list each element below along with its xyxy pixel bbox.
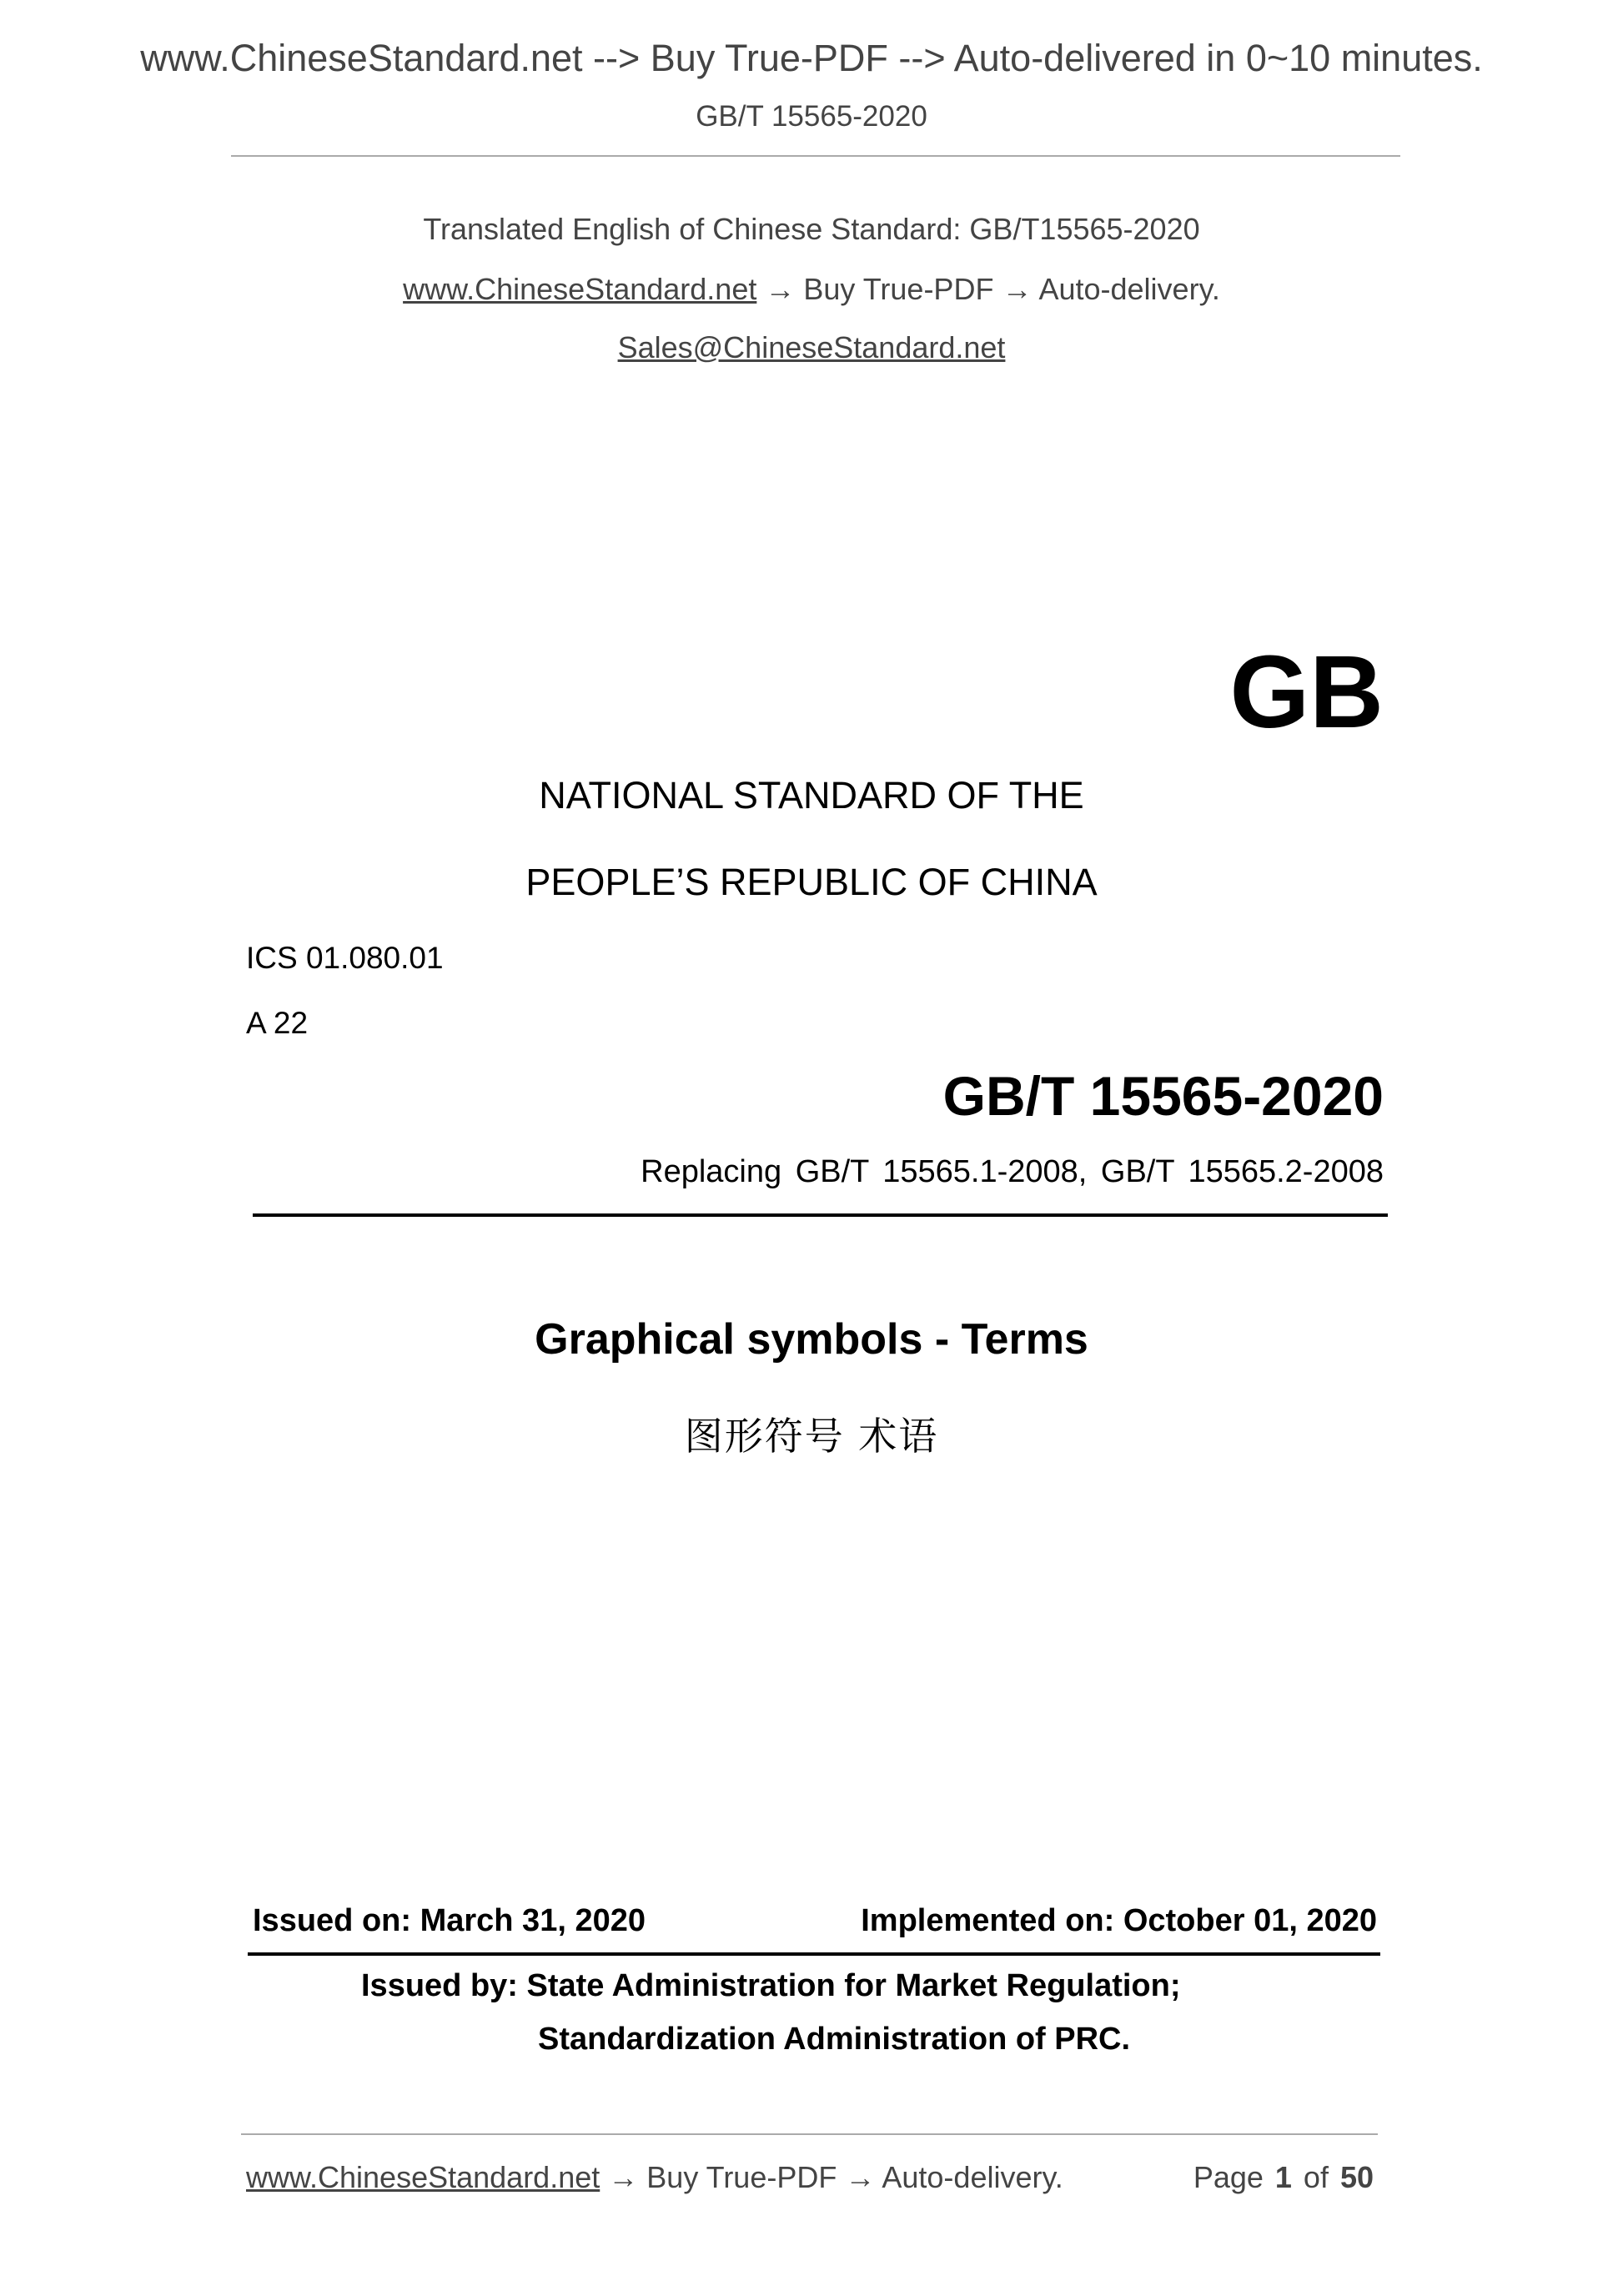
top-banner: www.ChineseStandard.net --> Buy True-PDF --> Auto-delivered in 0~10 minutes.: [140, 37, 1483, 79]
footer-buy-text: Buy True-PDF: [646, 2160, 837, 2194]
replacing-note: Replacing GB/T 15565.1-2008, GB/T 15565.2-2008: [641, 1154, 1384, 1189]
footer-divider: [241, 2133, 1378, 2135]
footer-buy-line: [246, 2160, 1063, 2195]
issue-divider: [248, 1952, 1380, 1956]
arrow-right-icon: →: [845, 2160, 876, 2194]
issued-by-line1: Issued by: State Administration for Market Regulation;: [361, 1968, 1181, 2003]
email-link[interactable]: Sales@ChineseStandard.net: [617, 330, 1006, 364]
footer-delivery-text: Auto-delivery.: [882, 2160, 1063, 2194]
header-divider: [231, 155, 1400, 157]
title-chinese: 图形符号 术语: [684, 1414, 939, 1459]
page-current: 1: [1274, 2160, 1292, 2194]
email-line: [0, 330, 1623, 365]
arrow-right-icon: →: [765, 272, 796, 306]
classification-code: A 22: [246, 1006, 309, 1040]
page-indicator: [1193, 2160, 1374, 2195]
standard-code: GB/T 15565-2020: [942, 1065, 1384, 1127]
page-of: of: [1303, 2160, 1329, 2194]
footer-site-link[interactable]: www.ChineseStandard.net: [246, 2160, 600, 2194]
delivery-text: Auto-delivery.: [1038, 272, 1220, 306]
gb-mark: GB: [1229, 636, 1384, 750]
national-standard-line1: NATIONAL STANDARD OF THE: [539, 774, 1084, 816]
title-divider: [253, 1213, 1388, 1217]
ics-code: ICS 01.080.01: [246, 941, 444, 975]
site-link[interactable]: www.ChineseStandard.net: [403, 272, 757, 306]
buy-text: Buy True-PDF: [803, 272, 994, 306]
page-label: Page: [1193, 2160, 1264, 2194]
issued-on: Issued on: March 31, 2020: [253, 1903, 646, 1938]
page-total: 50: [1339, 2160, 1374, 2194]
arrow-right-icon: →: [608, 2160, 639, 2194]
translation-note: Translated English of Chinese Standard: GB/T15565-2020: [423, 212, 1200, 246]
issued-by-line2: Standardization Administration of PRC.: [538, 2022, 1131, 2057]
national-standard-line2: PEOPLE’S REPUBLIC OF CHINA: [525, 861, 1098, 903]
implemented-on: Implemented on: October 01, 2020: [861, 1903, 1377, 1938]
title-english: Graphical symbols - Terms: [535, 1315, 1088, 1364]
arrow-right-icon: →: [1002, 272, 1033, 306]
header-standard-code: GB/T 15565-2020: [696, 100, 927, 133]
buy-line: [0, 272, 1623, 307]
